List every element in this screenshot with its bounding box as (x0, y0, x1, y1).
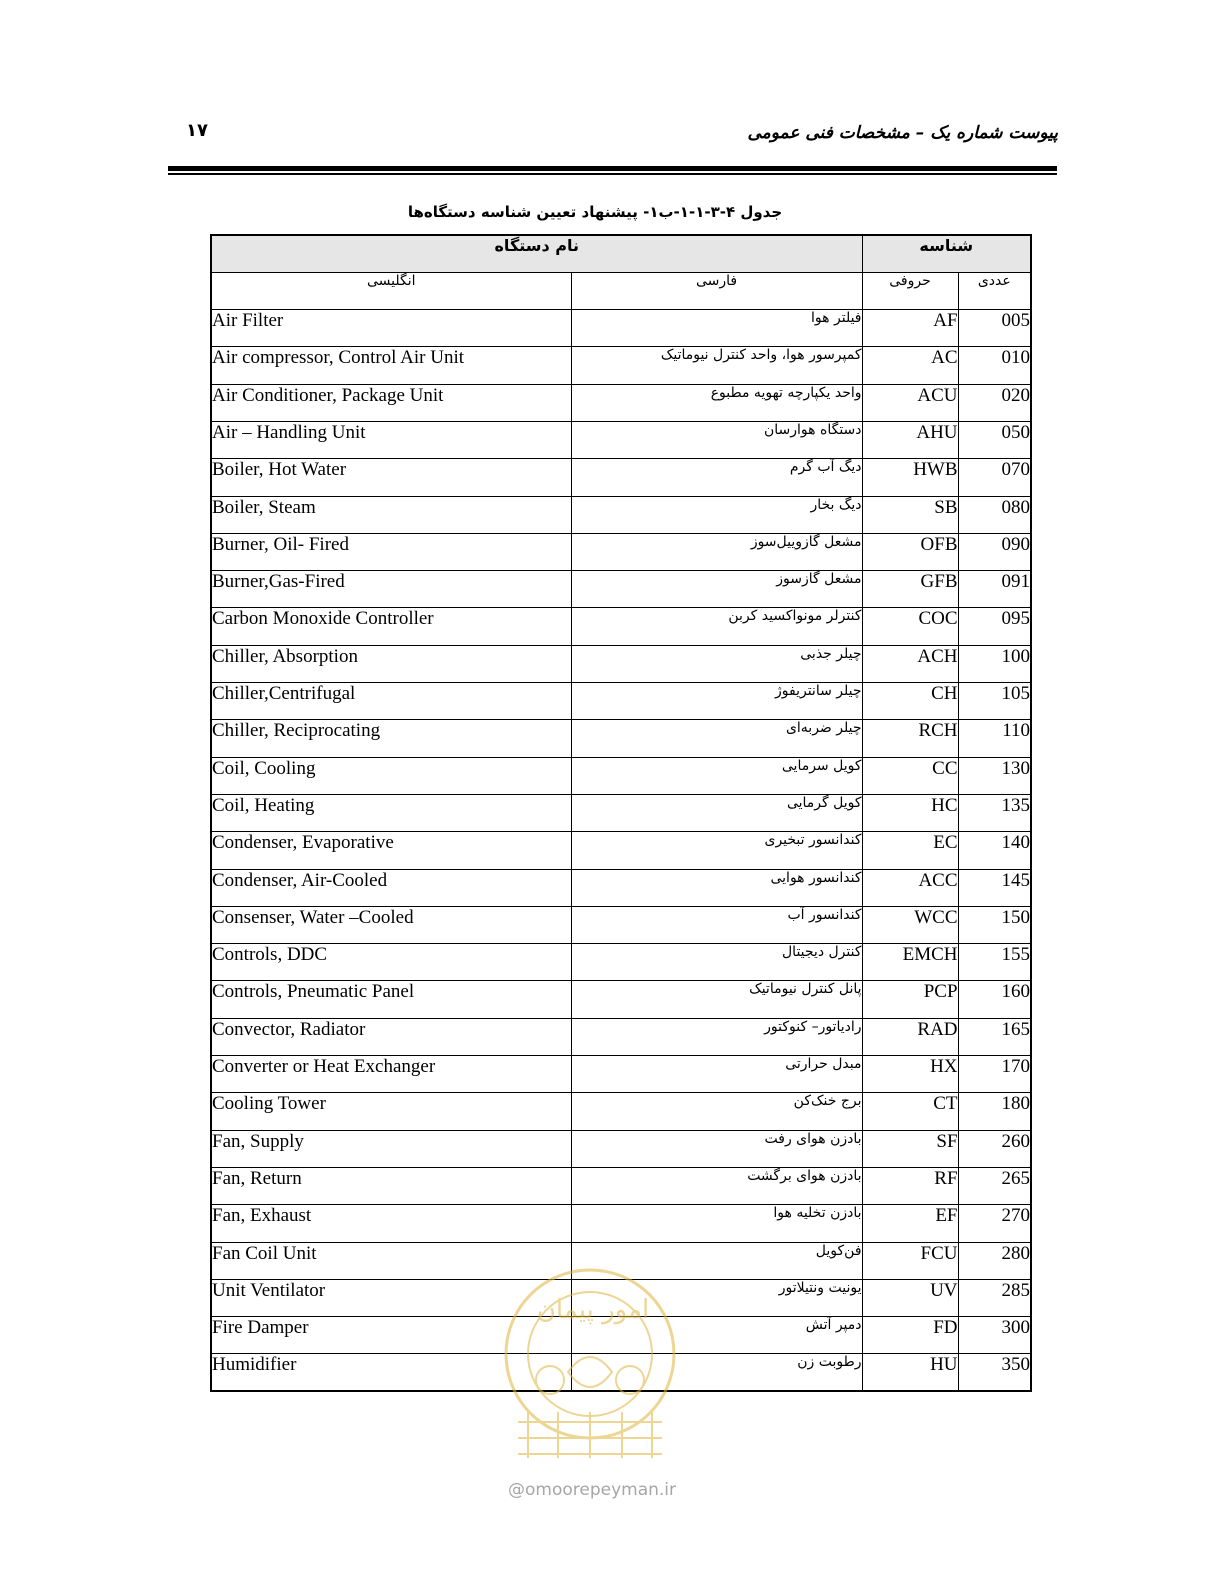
table-row (211, 1205, 1031, 1242)
numeric-code-cell: 285 (958, 1279, 1031, 1316)
numeric-code-cell: 091 (958, 571, 1031, 608)
table-row (211, 794, 1031, 831)
english-name-cell: Coil, Cooling (211, 757, 571, 794)
persian-name-cell: بادزن تخلیه هوا (571, 1205, 862, 1242)
english-name-cell: Chiller,Centrifugal (211, 683, 571, 720)
header-rule-thick (168, 166, 1057, 171)
persian-header: فارسی (571, 272, 862, 309)
letter-code-cell: COC (862, 608, 958, 645)
numeric-code-cell: 070 (958, 459, 1031, 496)
english-name-cell: Condenser, Evaporative (211, 832, 571, 869)
persian-name-cell: کندانسور تبخیری (571, 832, 862, 869)
numeric-code-cell: 100 (958, 645, 1031, 682)
english-name-cell: Coil, Heating (211, 794, 571, 831)
table-caption: جدول ۴-۳-۱-۱-ب۱- پیشنهاد تعیین شناسه دستگاه‌ها (407, 203, 783, 221)
header-rule-thin (168, 173, 1057, 175)
english-header: انگلیسی (211, 272, 571, 309)
table-row (211, 1167, 1031, 1204)
persian-name-cell: کندانسور آب (571, 906, 862, 943)
numeric-code-cell: 300 (958, 1317, 1031, 1354)
english-name-cell: Convector, Radiator (211, 1018, 571, 1055)
numeric-code-cell: 020 (958, 384, 1031, 421)
numeric-code-cell: 160 (958, 981, 1031, 1018)
letter-code-cell: AC (862, 347, 958, 384)
device-name-header: نام دستگاه (211, 235, 862, 272)
numeric-code-cell: 105 (958, 683, 1031, 720)
letter-code-cell: UV (862, 1279, 958, 1316)
persian-name-cell: بادزن هوای برگشت (571, 1167, 862, 1204)
table-row (211, 310, 1031, 347)
letter-code-cell: PCP (862, 981, 958, 1018)
numeric-code-cell: 010 (958, 347, 1031, 384)
letter-code-cell: EC (862, 832, 958, 869)
english-name-cell: Air compressor, Control Air Unit (211, 347, 571, 384)
persian-name-cell: واحد یکپارچه تهویه مطبوع (571, 384, 862, 421)
table-row (211, 384, 1031, 421)
identifier-header: شناسه (862, 235, 1031, 272)
english-name-cell: Cooling Tower (211, 1093, 571, 1130)
letter-code-cell: WCC (862, 906, 958, 943)
english-name-cell: Burner, Oil- Fired (211, 533, 571, 570)
table-row (211, 533, 1031, 570)
numeric-code-cell: 270 (958, 1205, 1031, 1242)
footer-website-url: @omoorepeyman.ir (508, 1480, 677, 1500)
persian-name-cell: فیلتر هوا (571, 310, 862, 347)
letter-code-cell: AHU (862, 421, 958, 458)
table-row (211, 869, 1031, 906)
persian-name-cell: مشعل گازسوز (571, 571, 862, 608)
english-name-cell: Consenser, Water –Cooled (211, 906, 571, 943)
english-name-cell: Condenser, Air-Cooled (211, 869, 571, 906)
letter-code-cell: GFB (862, 571, 958, 608)
letter-code-cell: CT (862, 1093, 958, 1130)
letter-code-cell: SF (862, 1130, 958, 1167)
table-row (211, 1130, 1031, 1167)
numeric-code-cell: 005 (958, 310, 1031, 347)
numeric-code-cell: 155 (958, 944, 1031, 981)
letter-code-cell: RF (862, 1167, 958, 1204)
english-name-cell: Boiler, Steam (211, 496, 571, 533)
persian-name-cell: دمپر آتش (571, 1317, 862, 1354)
english-name-cell: Air – Handling Unit (211, 421, 571, 458)
english-name-cell: Humidifier (211, 1354, 571, 1391)
persian-name-cell: دیگ بخار (571, 496, 862, 533)
letter-code-cell: ACH (862, 645, 958, 682)
table-row (211, 421, 1031, 458)
table-row (211, 608, 1031, 645)
english-name-cell: Converter or Heat Exchanger (211, 1056, 571, 1093)
table-body (211, 310, 1031, 1392)
letter-code-cell: ACC (862, 869, 958, 906)
letter-code-cell: HX (862, 1056, 958, 1093)
table-row (211, 757, 1031, 794)
english-name-cell: Air Conditioner, Package Unit (211, 384, 571, 421)
numeric-code-cell: 140 (958, 832, 1031, 869)
english-name-cell: Chiller, Absorption (211, 645, 571, 682)
letter-code-cell: HU (862, 1354, 958, 1391)
watermark-text: امور پیمان (536, 1295, 650, 1325)
table-row (211, 906, 1031, 943)
english-name-cell: Fire Damper (211, 1317, 571, 1354)
english-name-cell: Fan, Return (211, 1167, 571, 1204)
table-row (211, 720, 1031, 757)
persian-name-cell: پانل کنترل نیوماتیک (571, 981, 862, 1018)
letter-code-cell: CC (862, 757, 958, 794)
persian-name-cell: یونیت ونتیلاتور (571, 1279, 862, 1316)
numeric-code-cell: 095 (958, 608, 1031, 645)
persian-name-cell: رطوبت زن (571, 1354, 862, 1391)
persian-name-cell: مشعل گازوییل‌سوز (571, 533, 862, 570)
persian-name-cell: کنترل دیجیتال (571, 944, 862, 981)
letter-code-cell: ACU (862, 384, 958, 421)
page-number: ۱۷ (186, 120, 208, 141)
english-name-cell: Burner,Gas-Fired (211, 571, 571, 608)
table-row (211, 645, 1031, 682)
english-name-cell: Controls, Pneumatic Panel (211, 981, 571, 1018)
persian-name-cell: چیلر ضربه‌ای (571, 720, 862, 757)
table-row (211, 1317, 1031, 1354)
table-row (211, 496, 1031, 533)
table-row (211, 683, 1031, 720)
numeric-code-header: عددی (958, 272, 1031, 309)
numeric-code-cell: 260 (958, 1130, 1031, 1167)
table-row (211, 459, 1031, 496)
numeric-code-cell: 165 (958, 1018, 1031, 1055)
device-identifier-table (210, 234, 1032, 1392)
english-name-cell: Carbon Monoxide Controller (211, 608, 571, 645)
english-name-cell: Unit Ventilator (211, 1279, 571, 1316)
letter-code-cell: OFB (862, 533, 958, 570)
persian-name-cell: کنترلر مونواکسید کربن (571, 608, 862, 645)
persian-name-cell: فن‌کویل (571, 1242, 862, 1279)
english-name-cell: Air Filter (211, 310, 571, 347)
persian-name-cell: مبدل حرارتی (571, 1056, 862, 1093)
numeric-code-cell: 080 (958, 496, 1031, 533)
persian-name-cell: کندانسور هوایی (571, 869, 862, 906)
english-name-cell: Controls, DDC (211, 944, 571, 981)
numeric-code-cell: 150 (958, 906, 1031, 943)
numeric-code-cell: 350 (958, 1354, 1031, 1391)
table-row (211, 347, 1031, 384)
persian-name-cell: رادیاتور– کنوکتور (571, 1018, 862, 1055)
table-group-header-row (211, 235, 1031, 272)
table-row (211, 1093, 1031, 1130)
numeric-code-cell: 050 (958, 421, 1031, 458)
numeric-code-cell: 090 (958, 533, 1031, 570)
english-name-cell: Fan Coil Unit (211, 1242, 571, 1279)
table-row (211, 571, 1031, 608)
table-row (211, 1279, 1031, 1316)
letter-code-cell: AF (862, 310, 958, 347)
numeric-code-cell: 170 (958, 1056, 1031, 1093)
page-header-title: پیوست شماره یک – مشخصات فنی عمومی (747, 123, 1058, 143)
persian-name-cell: چیلر سانتریفوژ (571, 683, 862, 720)
table-row (211, 944, 1031, 981)
letter-code-cell: FD (862, 1317, 958, 1354)
numeric-code-cell: 110 (958, 720, 1031, 757)
letter-code-cell: HC (862, 794, 958, 831)
letter-code-cell: FCU (862, 1242, 958, 1279)
persian-name-cell: کمپرسور هوا، واحد کنترل نیوماتیک (571, 347, 862, 384)
english-name-cell: Fan, Supply (211, 1130, 571, 1167)
letter-code-cell: EF (862, 1205, 958, 1242)
english-name-cell: Fan, Exhaust (211, 1205, 571, 1242)
letter-code-header: حروفی (862, 272, 958, 309)
persian-name-cell: دستگاه هوارسان (571, 421, 862, 458)
english-name-cell: Chiller, Reciprocating (211, 720, 571, 757)
numeric-code-cell: 280 (958, 1242, 1031, 1279)
numeric-code-cell: 145 (958, 869, 1031, 906)
table-row (211, 981, 1031, 1018)
persian-name-cell: دیگ آب گرم (571, 459, 862, 496)
letter-code-cell: CH (862, 683, 958, 720)
numeric-code-cell: 265 (958, 1167, 1031, 1204)
persian-name-cell: بادزن هوای رفت (571, 1130, 862, 1167)
persian-name-cell: برج خنک‌کن (571, 1093, 862, 1130)
letter-code-cell: RCH (862, 720, 958, 757)
table-row (211, 1242, 1031, 1279)
table-row (211, 1056, 1031, 1093)
table-row (211, 1354, 1031, 1391)
letter-code-cell: EMCH (862, 944, 958, 981)
letter-code-cell: SB (862, 496, 958, 533)
table-row (211, 1018, 1031, 1055)
table-row (211, 832, 1031, 869)
persian-name-cell: کویل سرمایی (571, 757, 862, 794)
english-name-cell: Boiler, Hot Water (211, 459, 571, 496)
persian-name-cell: چیلر جذبی (571, 645, 862, 682)
numeric-code-cell: 135 (958, 794, 1031, 831)
numeric-code-cell: 180 (958, 1093, 1031, 1130)
table-sub-header-row (211, 272, 1031, 309)
numeric-code-cell: 130 (958, 757, 1031, 794)
letter-code-cell: RAD (862, 1018, 958, 1055)
persian-name-cell: کویل گرمایی (571, 794, 862, 831)
letter-code-cell: HWB (862, 459, 958, 496)
